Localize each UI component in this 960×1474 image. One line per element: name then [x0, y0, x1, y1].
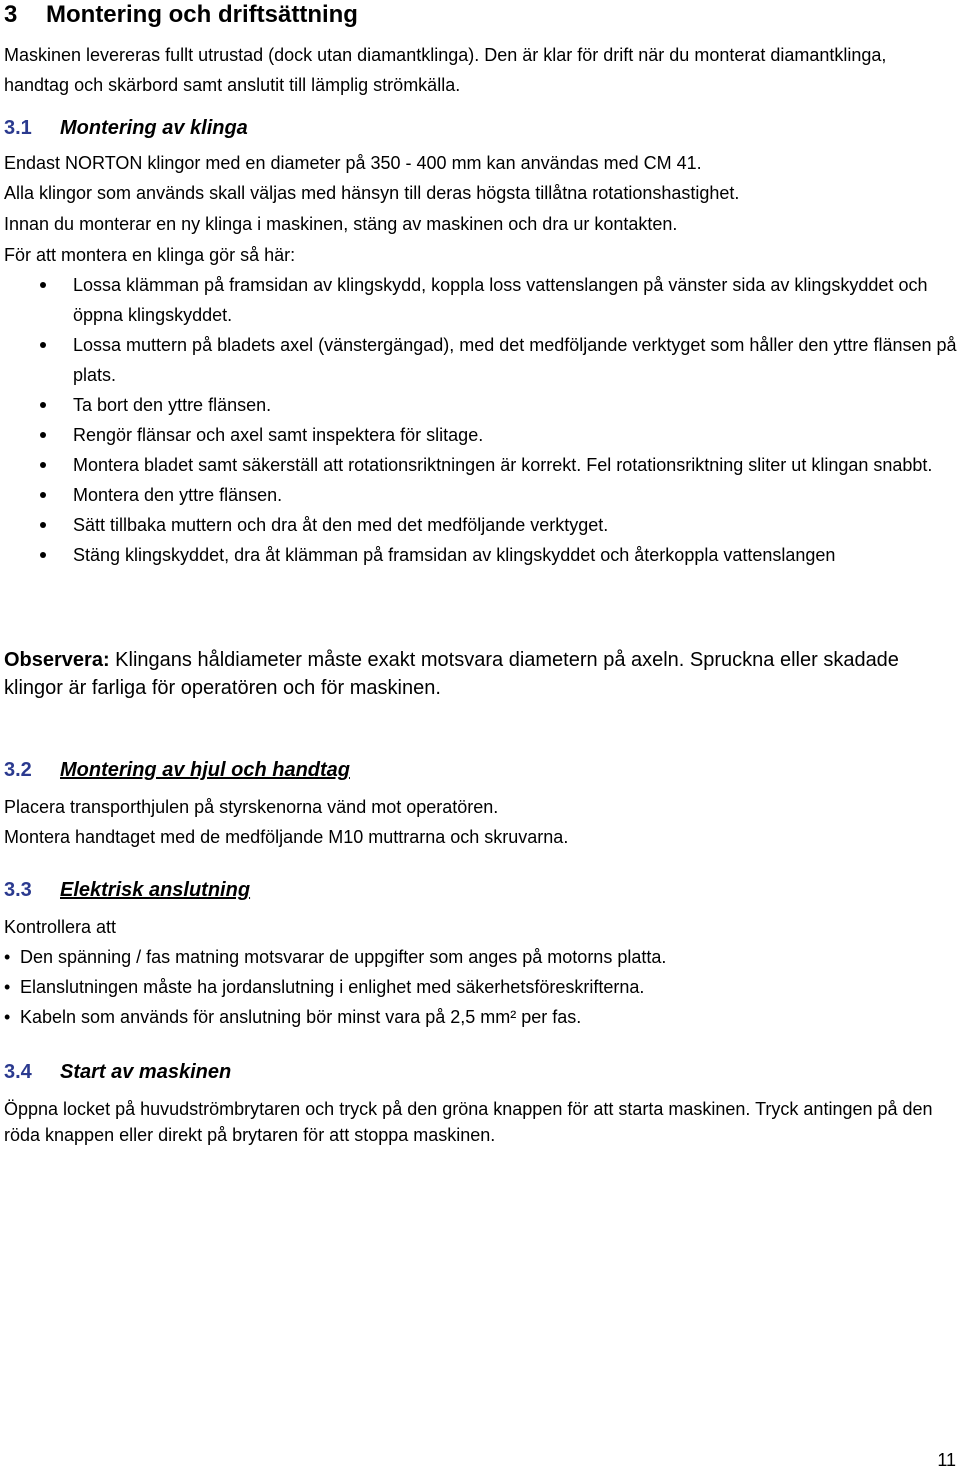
section-3-4-heading — [4, 1058, 231, 1086]
section-3-2-heading — [4, 756, 350, 784]
section-3-4-title: Start av maskinen — [60, 1061, 232, 1083]
section-3-1-heading — [4, 114, 248, 142]
step-text: Montera bladet samt säkerställ att rotationsriktningen är korrekt. Fel rotationsriktning sliter ut klingan snabbt. — [73, 455, 933, 475]
bullet-icon — [40, 432, 46, 438]
step-text: Ta bort den yttre flänsen. — [73, 395, 272, 415]
bullet-icon — [40, 282, 46, 288]
note-text: Klingans håldiameter måste exakt motsvara diametern på axeln. Spruckna eller skadade klingor är farliga för operatören och för maskinen. — [4, 649, 899, 699]
section-3-1-title: Montering av klinga — [60, 117, 248, 139]
section-3-3-heading — [4, 876, 250, 904]
section-3-1-line-3: Innan du monterar en ny klinga i maskinen, stäng av maskinen och dra ur kontakten. — [4, 214, 678, 234]
list-item — [0, 330, 958, 390]
section-3-3-title: Elektrisk anslutning — [60, 879, 251, 901]
note-label: Observera: — [4, 649, 110, 671]
list-item — [0, 540, 958, 570]
list-item — [0, 270, 958, 330]
section-3-number: 3 — [4, 1, 18, 28]
bullet-icon: • — [4, 977, 11, 997]
mounting-steps-list — [0, 270, 960, 570]
bullet-icon — [40, 552, 46, 558]
page-number: 11 — [937, 1450, 956, 1470]
step-text: Lossa klämman på framsidan av klingskydd, koppla loss vattenslangen på vänster sida av klingskyddet och öppna klingskyddet. — [73, 275, 928, 325]
list-item — [0, 510, 958, 540]
list-item — [4, 942, 666, 972]
bullet-icon — [40, 402, 46, 408]
section-3-3-intro: Kontrollera att — [4, 917, 117, 937]
check-text: Elanslutningen måste ha jordanslutning i enlighet med säkerhetsföreskrifterna. — [20, 977, 645, 997]
section-3-4-text: Öppna locket på huvudströmbrytaren och tryck på den gröna knappen för att starta maskinen. Tryck antingen på den röda knappen eller direkt på brytaren för att stoppa maskinen. — [4, 1099, 933, 1145]
section-3-intro: Maskinen levereras fullt utrustad (dock utan diamantklinga). Den är klar för drift när du monterat diamantklinga, handtag och skärbord samt anslutit till lämplig strömkälla. — [4, 45, 887, 95]
section-3-4-number: 3.4 — [4, 1061, 32, 1083]
step-text: Stäng klingskyddet, dra åt klämman på framsidan av klingskyddet och återkoppla vattenslangen — [73, 545, 836, 565]
list-item — [0, 450, 958, 480]
section-3-heading — [4, 0, 358, 30]
section-3-1-line-4: För att montera en klinga gör så här: — [4, 245, 296, 265]
note-paragraph — [4, 646, 944, 702]
list-item — [0, 420, 958, 450]
step-text: Montera den yttre flänsen. — [73, 485, 283, 505]
step-text: Rengör flänsar och axel samt inspektera för slitage. — [73, 425, 484, 445]
electrical-checklist — [4, 942, 666, 1032]
check-text: Den spänning / fas matning motsvarar de uppgifter som anges på motorns platta. — [20, 947, 667, 967]
check-text: Kabeln som används för anslutning bör minst vara på 2,5 mm² per fas. — [20, 1007, 582, 1027]
section-3-1-line-1: Endast NORTON klingor med en diameter på 350 - 400 mm kan användas med CM 41. — [4, 153, 702, 173]
list-item — [4, 972, 666, 1002]
section-3-1-number: 3.1 — [4, 117, 32, 139]
step-text: Lossa muttern på bladets axel (vänstergängad), med det medföljande verktyget som håller den yttre flänsen på plats. — [73, 335, 957, 385]
step-text: Sätt tillbaka muttern och dra åt den med det medföljande verktyget. — [73, 515, 609, 535]
section-3-3-number: 3.3 — [4, 879, 32, 901]
list-item — [0, 390, 958, 420]
list-item — [4, 1002, 666, 1032]
bullet-icon — [40, 492, 46, 498]
bullet-icon: • — [4, 1007, 11, 1027]
bullet-icon — [40, 462, 46, 468]
section-3-2-line-1: Placera transporthjulen på styrskenorna vänd mot operatören. — [4, 797, 499, 817]
bullet-icon: • — [4, 947, 11, 967]
list-item — [0, 480, 958, 510]
section-3-2-number: 3.2 — [4, 759, 32, 781]
bullet-icon — [40, 522, 46, 528]
section-3-2-line-2: Montera handtaget med de medföljande M10 muttrarna och skruvarna. — [4, 827, 569, 847]
section-3-1-line-2: Alla klingor som används skall väljas med hänsyn till deras högsta tillåtna rotationshastighet. — [4, 183, 740, 203]
section-3-title: Montering och driftsättning — [46, 1, 358, 28]
section-3-2-title: Montering av hjul och handtag — [60, 759, 350, 781]
bullet-icon — [40, 342, 46, 348]
